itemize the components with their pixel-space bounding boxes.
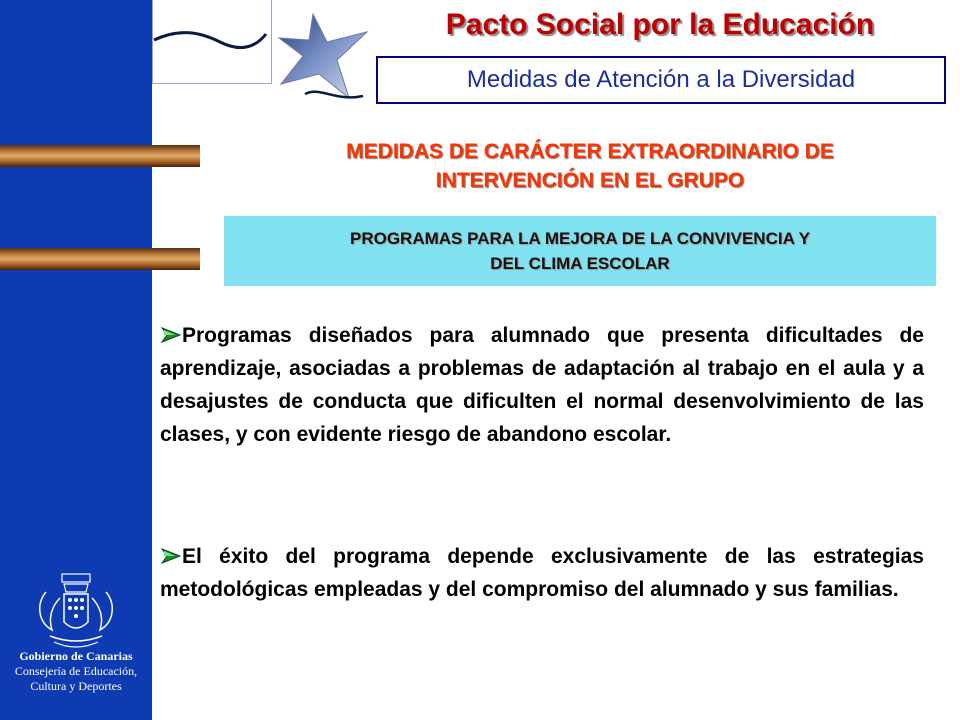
department-line1: Consejería de Educación, bbox=[14, 664, 138, 678]
bullet-item-1 bbox=[160, 319, 924, 451]
section-heading-line1: MEDIDAS DE CARÁCTER EXTRAORDINARIO DE bbox=[346, 140, 834, 163]
section-heading bbox=[260, 137, 920, 195]
org-name: Gobierno de Canarias bbox=[19, 649, 133, 663]
program-title-box bbox=[224, 216, 936, 286]
page-title: Pacto Social por la Educación bbox=[445, 8, 875, 41]
wave-decoration-icon bbox=[150, 24, 270, 58]
decorative-bar-top bbox=[0, 145, 200, 167]
bullet-text-2: El éxito del programa depende exclusivamente de las estrategias metodológicas empleadas y del compromiso del alumnado y sus familias. bbox=[160, 545, 924, 601]
section-heading-line2: INTERVENCIÓN EN EL GRUPO bbox=[435, 169, 745, 192]
decorative-bar-bottom bbox=[0, 248, 200, 270]
bullet-arrow-icon bbox=[160, 326, 182, 344]
government-logo-text bbox=[0, 648, 152, 694]
bullet-arrow-icon bbox=[160, 547, 182, 565]
program-title-line2: DEL CLIMA ESCOLAR bbox=[490, 254, 670, 273]
star-logo-icon bbox=[275, 12, 375, 104]
bullet-item-2 bbox=[160, 540, 924, 606]
subtitle-text: Medidas de Atención a la Diversidad bbox=[466, 66, 856, 93]
coat-of-arms-icon bbox=[28, 572, 124, 654]
bullet-text-1: Programas diseñados para alumnado que presenta dificultades de aprendizaje, asociadas a problemas de adaptación al trabajo en el aula y a desajustes de conducta que dificulten el normal desenvolvimiento de las clases, y con evidente riesgo de abandono escolar. bbox=[160, 324, 924, 446]
department-line2: Cultura y Deportes bbox=[30, 679, 122, 693]
program-title-line1: PROGRAMAS PARA LA MEJORA DE LA CONVIVENCIA Y bbox=[350, 229, 810, 248]
subtitle-box bbox=[376, 56, 946, 104]
